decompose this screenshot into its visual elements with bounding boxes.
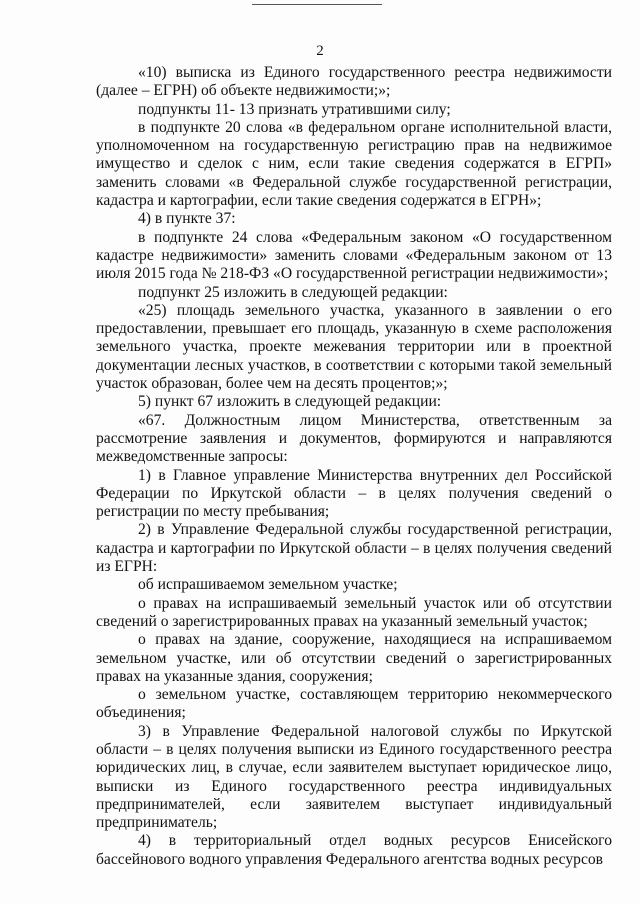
page-number: 2 [316, 43, 324, 59]
paragraph: 2) в Управление Федеральной службы государственной регистрации, кадастра и картографии по Иркутской области – в целях получения сведений из ЕГРН: [96, 521, 612, 576]
paragraph: о правах на здание, сооружение, находящиеся на испрашиваемом земельном участке, или об отсутствии сведений о зарегистрированных правах на указанные здания, сооружения; [96, 631, 612, 685]
paragraph: «67. Должностным лицом Министерства, ответственным за рассмотрение заявления и документов, формируются и направляются межведомственные запросы: [96, 411, 612, 466]
paragraph: 5) пункт 67 изложить в следующей редакции: [138, 393, 442, 411]
paragraph: «10) выписка из Единого государственного реестра недвижимости (далее – ЕГРН) об объекте недвижимости;»; [96, 64, 612, 100]
paragraph: «25) площадь земельного участка, указанного в заявлении о его предоставлении, превышает его площадь, указанную в схеме расположения земельного участка, проекте межевания территории или в проектной документации лесных участков, в соответствии с которыми такой земельный участок образован, более чем на десять процентов;»; [96, 301, 612, 393]
paragraph: в подпункте 20 слова «в федеральном органе исполнительной власти, уполномоченном на государственную регистрацию прав на недвижимое имущество и сделок с ним, если такие сведения содержатся в ЕГРП» заменить словами «в Федеральной службе государственной регистрации, кадастра и картографии, если такие сведения содержатся в ЕГРН»; [96, 118, 612, 210]
paragraph: об испрашиваемом земельном участке; [138, 576, 398, 594]
paragraph: 4) в пункте 37: [138, 210, 236, 228]
paragraph: о правах на испрашиваемый земельный участок или об отсутствии сведений о зарегистрированных правах на указанный земельный участок; [96, 594, 612, 630]
document-body [96, 64, 612, 869]
top-edge-line [252, 4, 382, 5]
paragraph: подпункт 25 изложить в следующей редакции: [138, 283, 448, 301]
paragraph: 4) в территориальный отдел водных ресурсов Енисейского бассейнового водного управления Федерального агентства водных ресурсов [96, 832, 612, 868]
paragraph: о земельном участке, составляющем территорию некоммерческого объединения; [96, 686, 612, 722]
paragraph: 1) в Главное управление Министерства внутренних дел Российской Федерации по Иркутской области – в целях получения сведений о регистрации по месту пребывания; [96, 466, 612, 521]
paragraph: подпункты 11- 13 признать утратившими силу; [138, 100, 451, 118]
paragraph: 3) в Управление Федеральной налоговой службы по Иркутской области – в целях получения выписки из Единого государственного реестра юридических лиц, в случае, если заявителем выступает юридическое лицо, выписки из Единого государственного реестра индивидуальных предпринимателей, если заявителем выступает индивидуальный предприниматель; [96, 722, 612, 832]
paragraph: в подпункте 24 слова «Федеральным законом «О государственном кадастре недвижимости» заменить словами «Федеральным законом от 13 июля 2015 года № 218-ФЗ «О государственной регистрации недвижимости»; [96, 228, 612, 283]
